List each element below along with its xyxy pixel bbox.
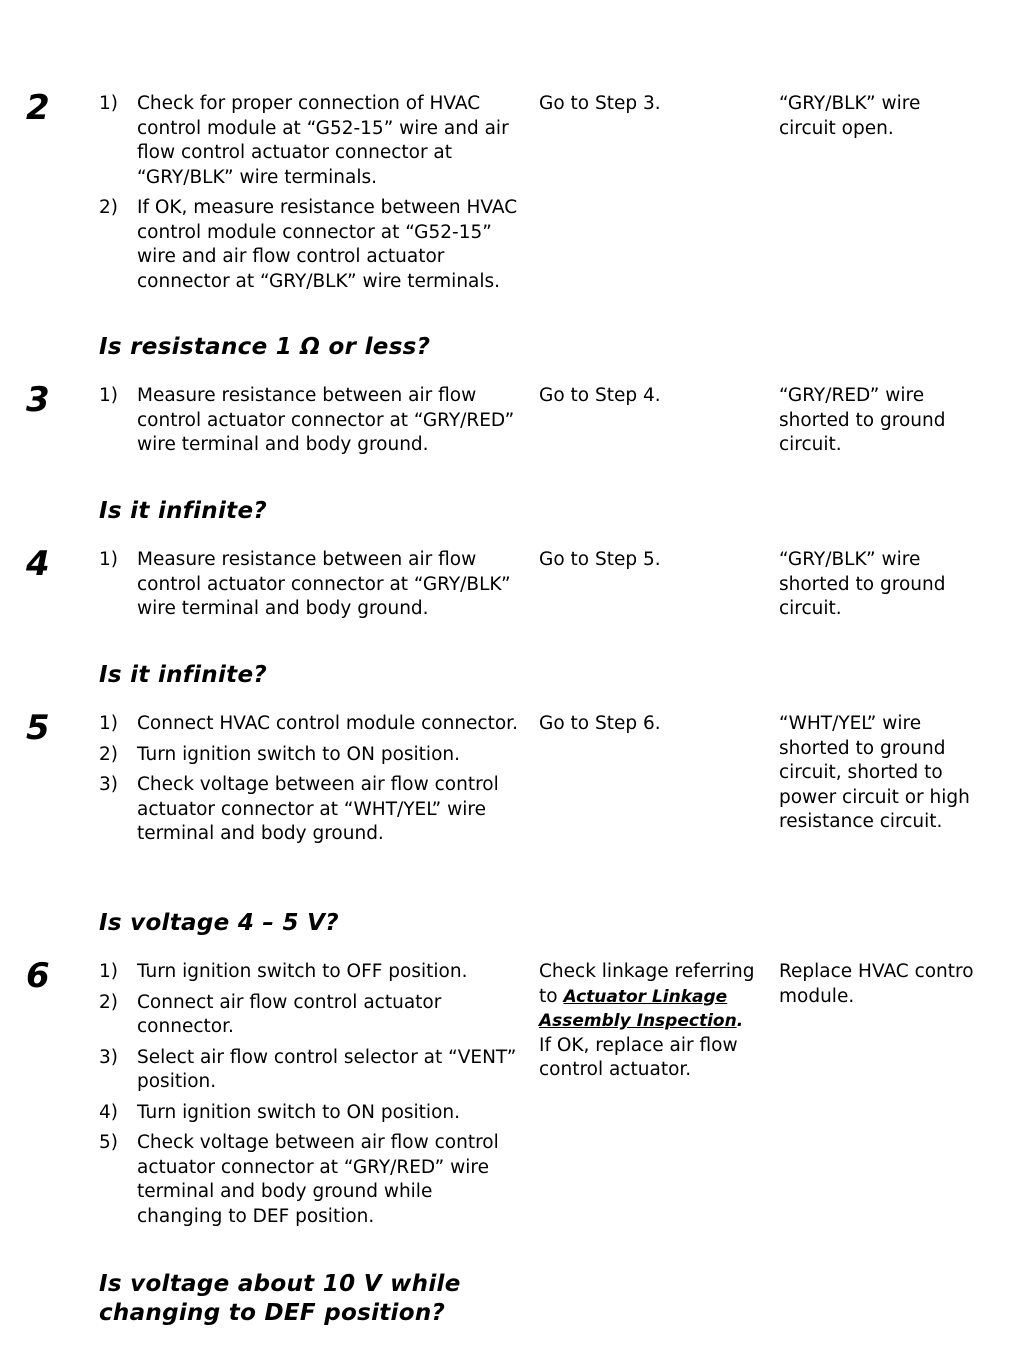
step-question: Is it infinite?	[99, 498, 267, 524]
action-list	[99, 960, 519, 1235]
action-index: 2)	[99, 197, 118, 218]
no-result: “GRY/BLK” wire shorted to ground circuit.	[779, 549, 946, 619]
yes-result: Go to Step 5.	[539, 549, 661, 570]
action-list	[99, 384, 519, 464]
action-index: 1)	[99, 961, 118, 982]
step-question: Is voltage about 10 V while changing to DEF position?	[99, 1271, 461, 1326]
action-item	[99, 1046, 519, 1095]
step-question: Is voltage 4 – 5 V?	[99, 910, 339, 936]
action-item	[99, 1131, 519, 1229]
action-list	[99, 712, 519, 853]
action-text: Measure resistance between air flow control actuator connector at “GRY/RED” wire terminal and body ground.	[137, 385, 515, 455]
action-text: Connect air flow control actuator connector.	[137, 991, 442, 1037]
action-text: Check for proper connection of HVAC control module at “G52-15” wire and air flow control actuator connector at “GRY/BLK” wire terminals.	[137, 93, 509, 188]
action-item	[99, 196, 519, 294]
step-question: Is resistance 1 Ω or less?	[99, 334, 431, 360]
action-item	[99, 548, 519, 622]
action-item	[99, 743, 519, 768]
action-item	[99, 384, 519, 458]
action-text: If OK, measure resistance between HVAC control module connector at “G52-15” wire and air flow control actuator connector at “GRY/BLK” wire terminals.	[137, 197, 518, 292]
no-result: “GRY/RED” wire shorted to ground circuit.	[779, 385, 946, 455]
action-text: Check voltage between air flow control actuator connector at “GRY/RED” wire terminal and body ground while changing to DEF position.	[137, 1132, 499, 1227]
step-number: 4	[26, 544, 50, 584]
action-index: 3)	[99, 774, 118, 795]
action-item	[99, 991, 519, 1040]
yes-result-prefix: Check linkage referring to	[539, 961, 755, 1007]
action-list	[99, 92, 519, 300]
action-item	[99, 1101, 519, 1126]
step-number: 3	[26, 380, 50, 420]
action-index: 3)	[99, 1046, 118, 1068]
action-text: Measure resistance between air flow control actuator connector at “GRY/BLK” wire terminal and body ground.	[137, 549, 511, 619]
action-index: 2)	[99, 991, 118, 1013]
action-text: Connect HVAC control module connector.	[137, 713, 518, 734]
action-index: 1)	[99, 713, 118, 734]
no-result: Replace HVAC contro module.	[779, 961, 974, 1007]
action-text: Turn ignition switch to OFF position.	[137, 961, 468, 982]
step-number: 5	[26, 708, 50, 748]
yes-result-followup: If OK, replace air flow control actuator.	[539, 1034, 738, 1080]
action-list	[99, 548, 519, 628]
action-index: 4)	[99, 1101, 118, 1123]
action-index: 1)	[99, 385, 118, 406]
step-number: 6	[26, 956, 50, 996]
action-item	[99, 92, 519, 190]
yes-result	[539, 960, 769, 1083]
action-item	[99, 773, 519, 847]
action-text: Turn ignition switch to ON position.	[137, 743, 461, 765]
action-text: Check voltage between air flow control actuator connector at “WHT/YEL” wire terminal and body ground.	[137, 774, 499, 844]
action-index: 2)	[99, 743, 118, 765]
yes-result: Go to Step 6.	[539, 713, 661, 734]
step-number: 2	[26, 88, 50, 128]
action-index: 5)	[99, 1132, 118, 1153]
action-index: 1)	[99, 93, 118, 114]
step-question: Is it infinite?	[99, 662, 267, 688]
action-text: Turn ignition switch to ON position.	[137, 1101, 461, 1123]
no-result: “WHT/YEL” wire shorted to ground circuit, shorted to power circuit or high resistance circuit.	[779, 713, 970, 832]
action-item	[99, 712, 519, 737]
yes-result: Go to Step 4.	[539, 385, 661, 406]
yes-result-suffix: .	[736, 1011, 744, 1031]
no-result: “GRY/BLK” wire circuit open.	[779, 93, 921, 139]
actuator-linkage-inspection-link[interactable]: Actuator Linkage Assembly Inspection	[539, 986, 737, 1031]
action-text: Select air flow control selector at “VENT” position.	[137, 1046, 517, 1092]
action-index: 1)	[99, 549, 118, 570]
yes-result: Go to Step 3.	[539, 93, 661, 114]
action-item	[99, 960, 519, 985]
